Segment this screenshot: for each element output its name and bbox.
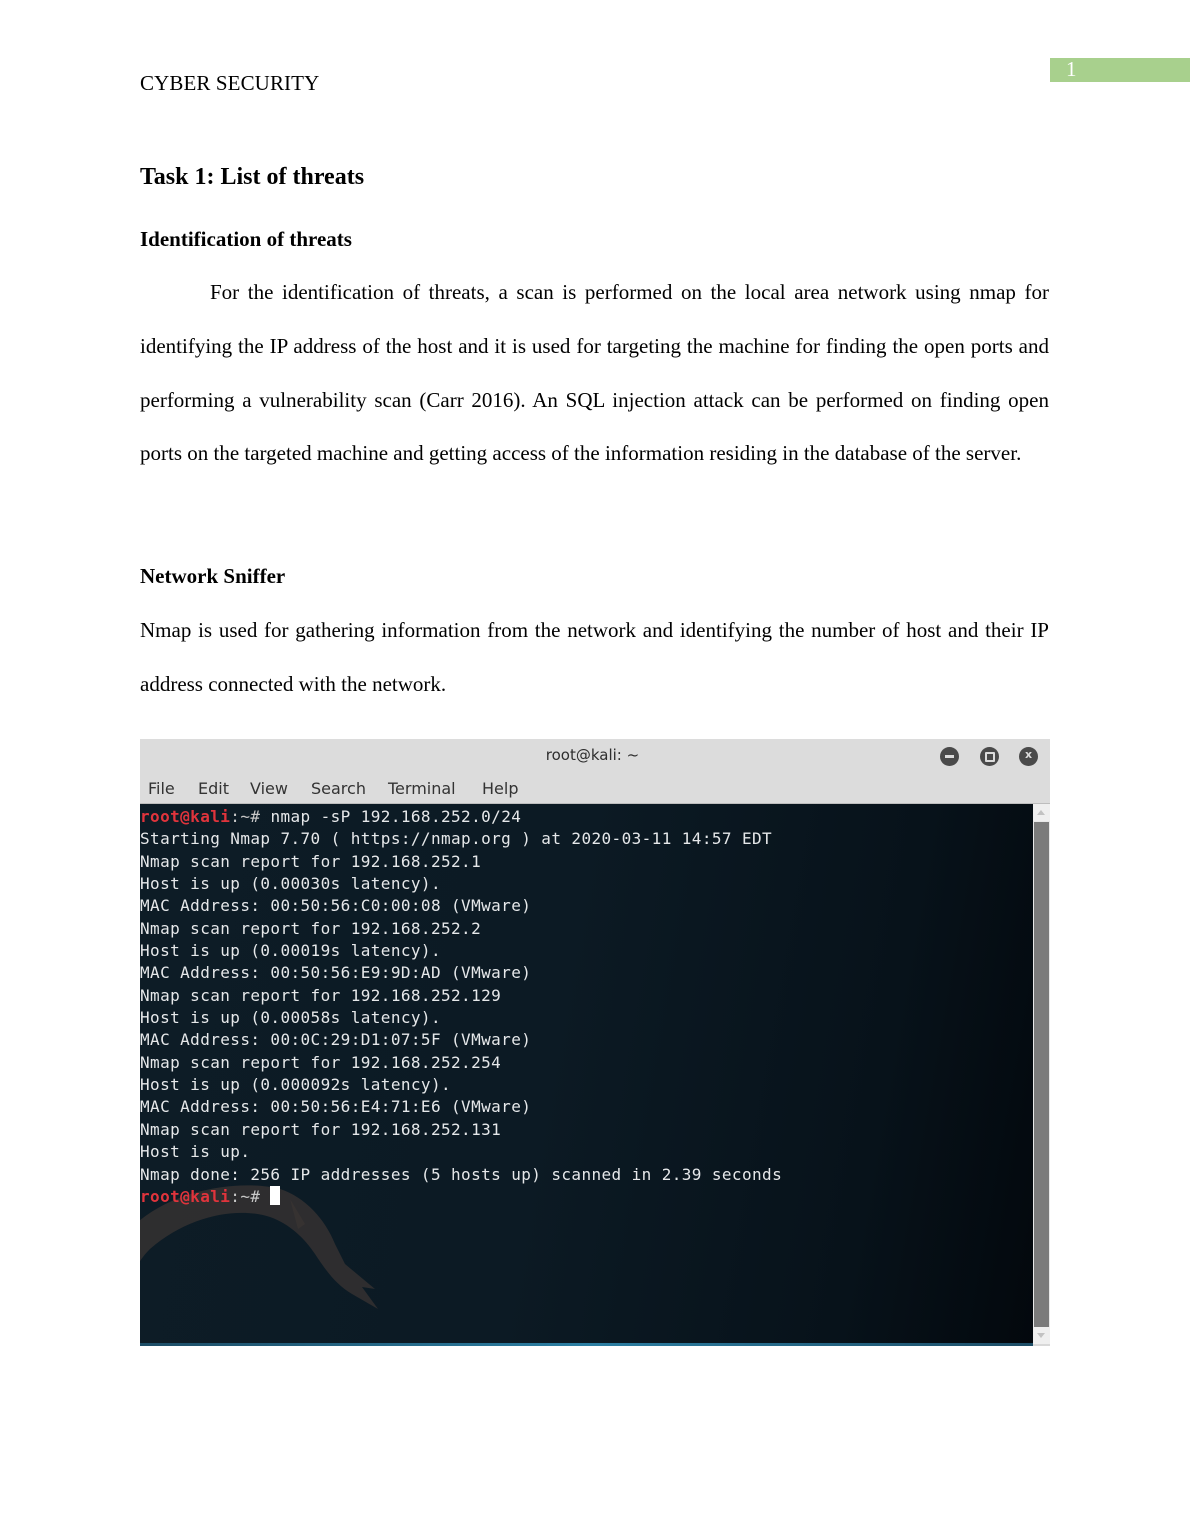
output-line: Host is up (0.00058s latency).	[140, 1008, 441, 1028]
output-line: MAC Address: 00:50:56:C0:00:08 (VMware)	[140, 896, 532, 916]
output-line: Nmap done: 256 IP addresses (5 hosts up) scanned in 2.39 seconds	[140, 1164, 783, 1184]
prompt-user: root@kali	[140, 807, 231, 826]
maximize-icon[interactable]	[980, 747, 999, 766]
command-text: nmap -sP 192.168.252.0/24	[260, 807, 522, 826]
output-line: Host is up (0.00019s latency).	[140, 941, 441, 961]
output-line: Host is up.	[140, 1142, 251, 1162]
terminal-titlebar[interactable]	[140, 739, 1050, 775]
prompt-user: root@kali	[140, 1186, 231, 1206]
output-line: Nmap scan report for 192.168.252.254	[140, 1052, 502, 1072]
output-line: Host is up (0.00030s latency).	[140, 874, 441, 894]
output-line: Host is up (0.000092s latency).	[140, 1075, 452, 1095]
scroll-down-arrow-icon[interactable]	[1033, 1327, 1050, 1344]
task-heading: Task 1: List of threats	[140, 164, 365, 190]
output-line: Starting Nmap 7.70 ( https://nmap.org ) at 2020-03-11 14:57 EDT	[140, 829, 773, 849]
terminal-output	[140, 806, 782, 1208]
minimize-icon[interactable]	[940, 747, 959, 766]
terminal-title: root@kali: ~	[545, 746, 640, 764]
close-glyph: x	[1024, 748, 1033, 761]
output-line: Nmap scan report for 192.168.252.2	[140, 918, 482, 938]
output-line: Nmap scan report for 192.168.252.1	[140, 851, 482, 871]
text-cursor	[270, 1186, 280, 1205]
prompt-suffix: :~#	[230, 1186, 261, 1206]
scroll-up-arrow-icon[interactable]	[1033, 804, 1050, 821]
terminal-scrollbar[interactable]	[1033, 804, 1050, 1344]
prompt-suffix: :~#	[230, 807, 261, 826]
terminal-screen[interactable]	[140, 804, 1033, 1344]
paragraph-identification	[140, 266, 1049, 481]
output-line: MAC Address: 00:50:56:E4:71:E6 (VMware)	[140, 1097, 532, 1117]
output-line: MAC Address: 00:0C:29:D1:07:5F (VMware)	[140, 1030, 532, 1050]
close-icon[interactable]	[1019, 747, 1038, 766]
menu-file[interactable]: File	[148, 779, 175, 798]
output-line: Nmap scan report for 192.168.252.129	[140, 985, 502, 1005]
terminal-screenshot	[140, 739, 1050, 1346]
scrollbar-thumb[interactable]	[1034, 822, 1049, 1327]
paragraph-network-sniffer: Nmap is used for gathering information from the network and identifying the number of host and their IP address connected with the network.	[140, 618, 1049, 696]
menu-help[interactable]: Help	[482, 779, 519, 798]
menu-terminal[interactable]: Terminal	[388, 779, 456, 798]
page-number: 1	[1066, 57, 1077, 81]
paragraph-text: For the identification of threats, a scan is performed on the local area network using nmap for identifying the IP address of the host and it is used for targeting the machine for finding the open ports and performing a vulnerability scan (Carr 2016). An SQL injection attack can be performed on finding open ports on the targeted machine and getting access of the information residing in the database of the server.	[140, 280, 1049, 466]
section-heading-network-sniffer: Network Sniffer	[140, 564, 286, 588]
running-head: CYBER SECURITY	[140, 71, 320, 95]
menu-search[interactable]: Search	[311, 779, 366, 798]
terminal-menubar	[140, 775, 1050, 804]
window-bottom-edge	[140, 1343, 1033, 1346]
menu-view[interactable]: View	[250, 779, 288, 798]
output-line: Nmap scan report for 192.168.252.131	[140, 1119, 502, 1139]
section-heading-identification: Identification of threats	[140, 227, 352, 251]
page-number-box	[1050, 58, 1190, 82]
output-line: MAC Address: 00:50:56:E9:9D:AD (VMware)	[140, 963, 532, 983]
menu-edit[interactable]: Edit	[198, 779, 229, 798]
